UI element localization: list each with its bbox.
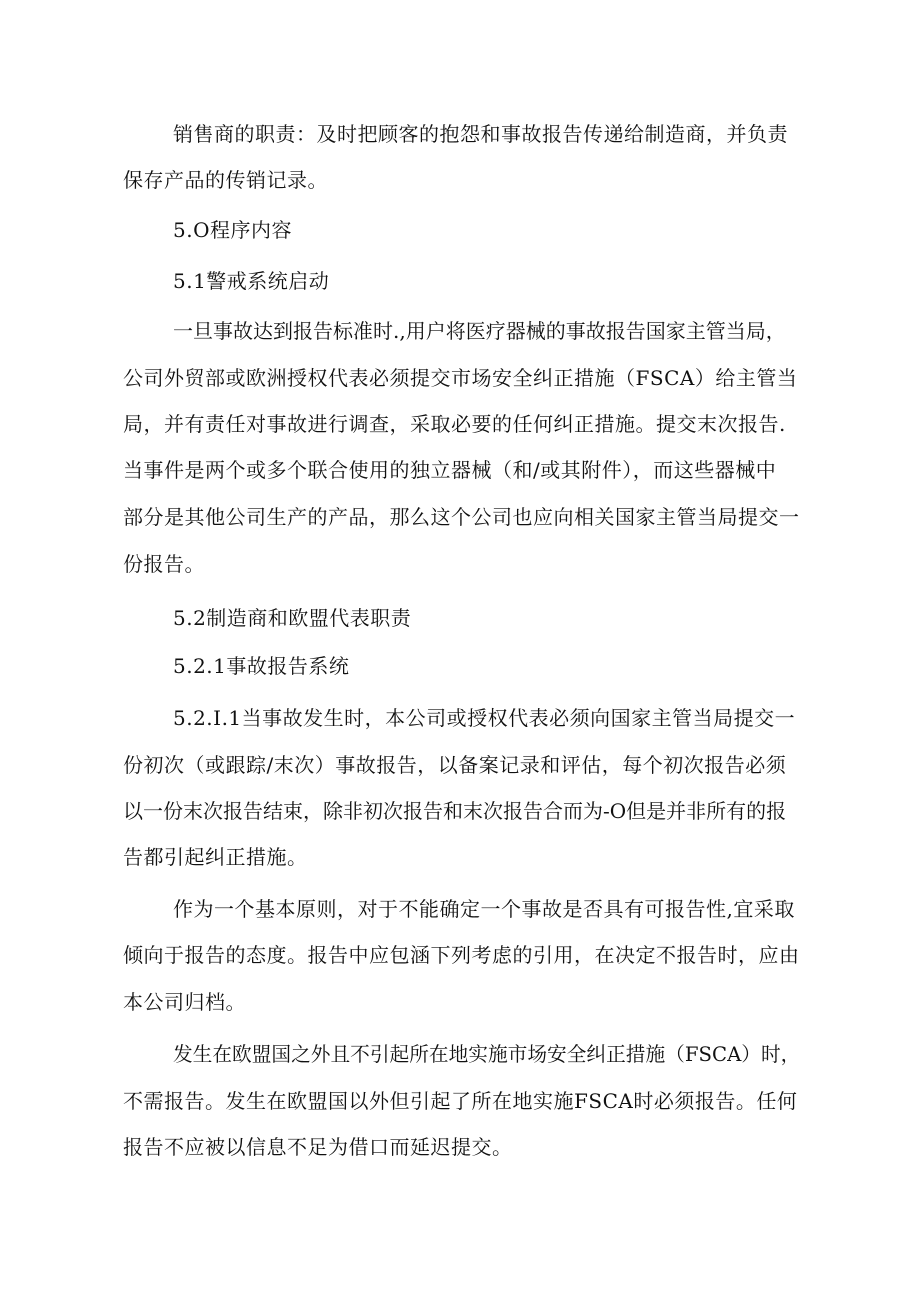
paragraph-8-line-3: 本公司归档。 bbox=[123, 990, 246, 1014]
section-heading-5-1: 5.1警戒系统启动 bbox=[173, 269, 330, 293]
section-heading-5-2-1: 5.2.1事故报告系统 bbox=[173, 654, 350, 678]
paragraph-9-line-2: 不需报告。发生在欧盟国以外但引起了所在地实施FSCA时必须报告。任何 bbox=[123, 1089, 798, 1113]
paragraph-9-line-3: 报告不应被以信息不足为借口而延迟提交。 bbox=[123, 1135, 513, 1159]
paragraph-4-line-1: 一旦事故达到报告标准时.,用户将医疗器械的事故报告国家主管当局， bbox=[173, 319, 786, 343]
paragraph-1-line-2: 保存产品的传销记录。 bbox=[123, 168, 328, 192]
paragraph-4-line-6: 份报告。 bbox=[123, 552, 205, 576]
paragraph-4-line-2: 公司外贸部或欧洲授权代表必须提交市场安全纠正措施（FSCA）给主管当 bbox=[123, 366, 798, 390]
section-heading-5-0: 5.O程序内容 bbox=[173, 218, 292, 242]
paragraph-4-line-5: 部分是其他公司生产的产品，那么这个公司也应向相关国家主管当局提交一 bbox=[123, 505, 800, 529]
paragraph-8-line-1: 作为一个基本原则，对于不能确定一个事故是否具有可报告性,宜采取 bbox=[173, 897, 795, 921]
paragraph-1-line-1: 销售商的职责：及时把顾客的抱怨和事故报告传递给制造商，并负责 bbox=[173, 122, 788, 146]
paragraph-7-line-4: 告都引起纠正措施。 bbox=[123, 845, 308, 869]
section-heading-5-2: 5.2制造商和欧盟代表职责 bbox=[173, 606, 412, 630]
paragraph-9-line-1: 发生在欧盟国之外且不引起所在地实施市场安全纠正措施（FSCA）时， bbox=[173, 1043, 801, 1066]
paragraph-7-line-1: 5.2.I.1当事故发生时，本公司或授权代表必须向国家主管当局提交一 bbox=[173, 706, 796, 730]
paragraph-8-line-2: 倾向于报告的态度。报告中应包涵下列考虑的引用，在决定不报告时，应由 bbox=[123, 943, 800, 967]
paragraph-7-line-2: 份初次（或跟踪/末次）事故报告，以备案记录和评估，每个初次报告必须 bbox=[123, 753, 787, 777]
paragraph-4-line-4: 当事件是两个或多个联合使用的独立器械（和/或其附件），而这些器械中 bbox=[123, 458, 777, 482]
paragraph-4-line-3: 局，并有责任对事故进行调查，采取必要的任何纠正措施。提交末次报告. bbox=[123, 412, 786, 436]
paragraph-7-line-3: 以一份末次报告结束，除非初次报告和末次报告合而为-O但是并非所有的报 bbox=[123, 799, 787, 823]
